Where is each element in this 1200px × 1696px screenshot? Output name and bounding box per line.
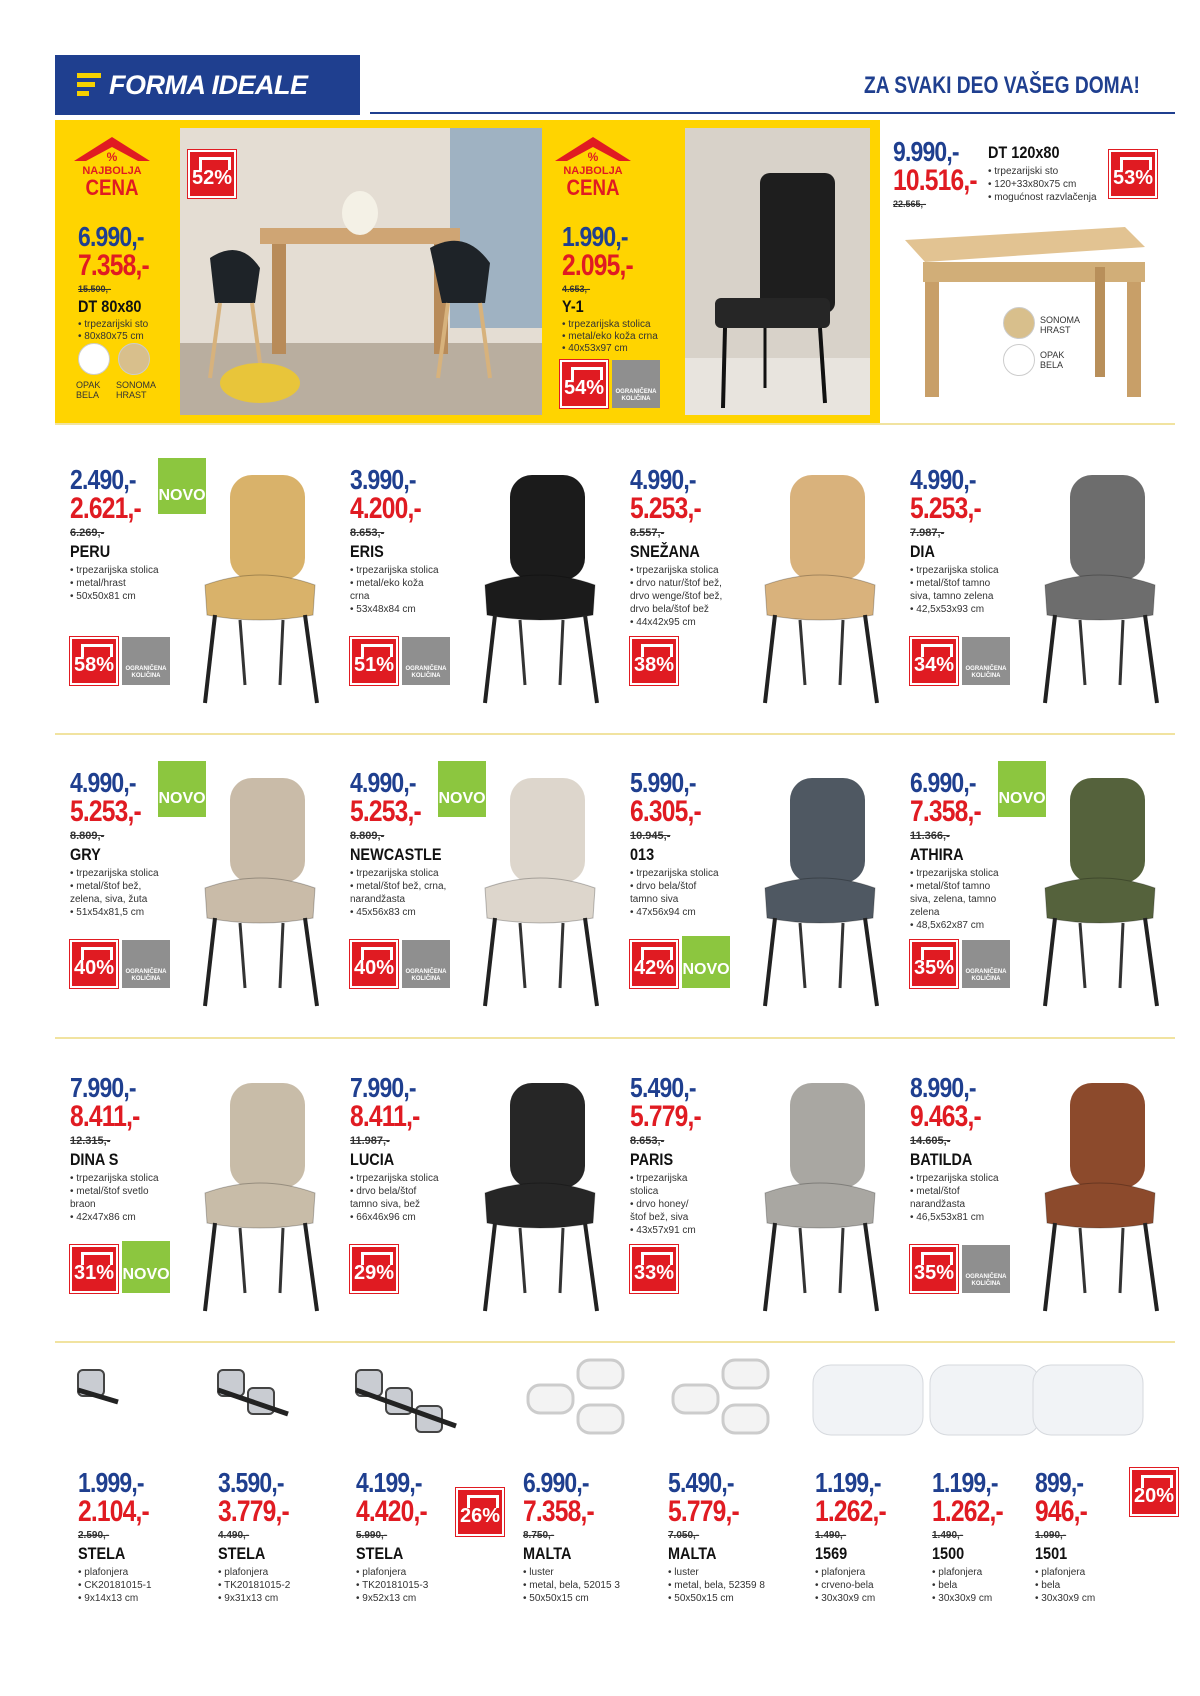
product-card[interactable]	[910, 1073, 1180, 1323]
desc-line: • trpezarijski sto	[78, 319, 149, 330]
price-old: 8.653,-	[350, 527, 385, 539]
desc-line: • 47x56x94 cm	[630, 907, 696, 918]
chair-illustration	[465, 1073, 615, 1318]
desc-line: zelena, siva, žuta	[70, 894, 148, 905]
new-badge: NOVO	[158, 761, 206, 817]
best-price-bottom: CENA	[85, 175, 139, 200]
price-old: 5.990,-	[356, 1530, 388, 1541]
desc-line: • bela	[932, 1580, 958, 1591]
chair-illustration	[745, 465, 895, 710]
desc-line: • metal/štof tamno	[910, 881, 991, 892]
price-old: 11.366,-	[910, 830, 950, 842]
price-old: 14.605,-	[910, 1135, 951, 1147]
svg-text:%: %	[587, 150, 599, 164]
price-primary: 5.490,-	[668, 1467, 734, 1498]
discount-badge: 20%	[1130, 1468, 1178, 1516]
price-secondary: 8.411,-	[70, 1100, 140, 1133]
price-primary: 8.990,-	[910, 1072, 976, 1103]
price-old: 8.809,-	[70, 830, 105, 842]
desc-line: • metal/hrast	[70, 578, 126, 589]
desc-line: • metal/štof tamno	[910, 578, 991, 589]
discount-badge: 34%	[910, 637, 958, 685]
black-chair-illustration	[685, 128, 870, 415]
product-card[interactable]	[70, 768, 340, 1018]
price-primary: 9.990,-	[893, 136, 959, 167]
discount-badge: 42%	[630, 940, 678, 988]
desc-line: braon	[70, 1199, 96, 1210]
product-card[interactable]	[910, 465, 1180, 715]
light-card[interactable]	[78, 1350, 218, 1630]
discount-badge: 58%	[70, 637, 118, 685]
product-card[interactable]	[910, 768, 1180, 1018]
swatch-oak[interactable]	[118, 343, 150, 375]
price-old: 1.090,-	[1035, 1530, 1067, 1541]
desc-line: • trpezarijski sto	[988, 166, 1059, 177]
desc-line: siva, tamno zelena	[910, 591, 994, 602]
desc-line: • 80x80x75 cm	[78, 331, 144, 342]
lamp-illustration	[68, 1350, 208, 1460]
price-primary: 7.990,-	[70, 1072, 136, 1103]
swatch-oak[interactable]	[1003, 307, 1035, 339]
swatch-white[interactable]	[1003, 344, 1035, 376]
desc-line: siva, zelena, tamno	[910, 894, 997, 905]
price-primary: 4.199,-	[356, 1467, 422, 1498]
desc-line: • plafonjera	[932, 1567, 983, 1578]
desc-line: crna	[350, 591, 370, 602]
discount-badge: 33%	[630, 1245, 678, 1293]
new-badge: NOVO	[438, 761, 486, 817]
price-secondary: 1.262,-	[815, 1495, 886, 1528]
row-separator	[55, 1341, 1175, 1343]
product-name: DT 120x80	[988, 143, 1060, 162]
desc-line: • metal/štof bež,	[70, 881, 142, 892]
desc-line: • bela	[1035, 1580, 1061, 1591]
product-card[interactable]	[350, 465, 620, 715]
price-old: 7.050,-	[668, 1530, 700, 1541]
desc-line: drvo wenge/štof bež,	[630, 591, 723, 602]
best-price-badge	[553, 135, 633, 199]
price-primary: 1.990,-	[562, 221, 628, 252]
discount-badge: 52%	[188, 150, 236, 198]
price-secondary: 3.779,-	[218, 1495, 289, 1528]
light-card[interactable]	[668, 1350, 808, 1630]
product-dt80[interactable]	[78, 222, 178, 343]
product-name: NEWCASTLE	[350, 845, 442, 864]
best-price-top: NAJBOLJA	[82, 165, 142, 177]
discount-badge: 51%	[350, 637, 398, 685]
price-primary: 1.199,-	[932, 1467, 998, 1498]
best-price-top: NAJBOLJA	[563, 165, 623, 177]
price-primary: 3.990,-	[350, 464, 416, 495]
desc-line: • 9x14x13 cm	[78, 1593, 139, 1604]
discount-badge: 35%	[910, 940, 958, 988]
chair-illustration	[1025, 768, 1175, 1013]
price-old: 7.987,-	[910, 527, 945, 539]
desc-line: • drvo honey/	[630, 1199, 689, 1210]
desc-line: • metal/štof	[910, 1186, 960, 1197]
desc-line: • 9x31x13 cm	[218, 1593, 279, 1604]
desc-line: • 30x30x9 cm	[932, 1593, 993, 1604]
new-badge: NOVO	[158, 458, 206, 514]
desc-line: • luster	[523, 1567, 554, 1578]
price-old: 11.987,-	[350, 1135, 390, 1147]
light-card[interactable]	[1035, 1350, 1175, 1630]
limited-quantity-badge: OGRANIČENA KOLIČINA	[122, 637, 170, 685]
swatch-white[interactable]	[78, 343, 110, 375]
product-name: DT 80x80	[78, 297, 142, 316]
price-primary: 4.990,-	[350, 767, 416, 798]
row-separator	[55, 423, 1175, 425]
product-name: 1500	[932, 1544, 965, 1563]
price-primary: 6.990,-	[910, 767, 976, 798]
product-name: ATHIRA	[910, 845, 964, 864]
desc-line: • 120+33x80x75 cm	[988, 179, 1077, 190]
price-secondary: 2.095,-	[562, 249, 633, 282]
price-old: 4.490,-	[218, 1530, 250, 1541]
price-secondary: 9.463,-	[910, 1100, 981, 1133]
limited-quantity-badge: OGRANIČENA KOLIČINA	[402, 940, 450, 988]
chair-illustration	[185, 465, 335, 710]
desc-line: tamno siva, bež	[350, 1199, 421, 1210]
chair-illustration	[745, 768, 895, 1013]
product-name: SNEŽANA	[630, 542, 700, 561]
discount-badge: 53%	[1109, 150, 1157, 198]
product-name: LUCIA	[350, 1150, 395, 1169]
desc-line: • CK20181015-1	[78, 1580, 152, 1591]
price-secondary: 5.253,-	[350, 795, 421, 828]
desc-line: • trpezarijska stolica	[350, 565, 439, 576]
desc-line: • TK20181015-2	[218, 1580, 291, 1591]
price-secondary: 2.104,-	[78, 1495, 149, 1528]
desc-line: narandžasta	[350, 894, 406, 905]
product-y1[interactable]	[562, 222, 682, 355]
new-badge: NOVO	[682, 936, 730, 988]
logo-icon	[77, 73, 101, 97]
desc-line: • trpezarijska stolica	[70, 868, 159, 879]
product-name: 1501	[1035, 1544, 1068, 1563]
price-primary: 5.990,-	[630, 767, 696, 798]
price-primary: 6.990,-	[523, 1467, 589, 1498]
price-secondary: 4.420,-	[356, 1495, 427, 1528]
desc-line: • drvo bela/štof	[350, 1186, 417, 1197]
best-price-badge	[72, 135, 152, 199]
price-secondary: 946,-	[1035, 1495, 1087, 1528]
discount-badge: 35%	[910, 1245, 958, 1293]
desc-line: štof bež, siva	[630, 1212, 689, 1223]
light-card[interactable]	[523, 1350, 663, 1630]
chair-illustration	[185, 768, 335, 1013]
price-primary: 899,-	[1035, 1467, 1084, 1498]
desc-line: • trpezarijska stolica	[910, 868, 999, 879]
price-old: 8.809,-	[350, 830, 385, 842]
brand-logo[interactable]	[55, 55, 360, 115]
desc-line: • 42,5x53x93 cm	[910, 604, 985, 615]
product-card[interactable]	[70, 465, 340, 715]
desc-line: • trpezarijska stolica	[350, 1173, 439, 1184]
product-card[interactable]	[350, 768, 620, 1018]
desc-line: • crveno-bela	[815, 1580, 874, 1591]
product-card[interactable]	[630, 465, 900, 715]
product-name: GRY	[70, 845, 101, 864]
price-old: 2.590,-	[78, 1530, 110, 1541]
price-secondary: 5.253,-	[630, 492, 701, 525]
svg-text:%: %	[106, 150, 118, 164]
desc-line: • 50x50x15 cm	[668, 1593, 734, 1604]
price-secondary: 5.253,-	[70, 795, 141, 828]
product-dt120[interactable]	[893, 137, 1003, 209]
desc-line: • metal/eko koža crna	[562, 331, 658, 342]
product-name: 1569	[815, 1544, 848, 1563]
chair-illustration	[1025, 1073, 1175, 1318]
desc-line: zelena	[910, 907, 940, 918]
desc-line: • TK20181015-3	[356, 1580, 429, 1591]
desc-line: • trpezarijska stolica	[350, 868, 439, 879]
desc-line: • metal/štof bež, crna,	[350, 881, 447, 892]
price-secondary: 7.358,-	[78, 249, 149, 282]
new-badge: NOVO	[998, 761, 1046, 817]
desc-line: • 40x53x97 cm	[562, 343, 628, 354]
swatch-label: SONOMA HRAST	[116, 380, 156, 400]
price-old: 4.653,-	[562, 284, 591, 294]
price-primary: 6.990,-	[78, 221, 144, 252]
product-name: PERU	[70, 542, 111, 561]
price-old: 8.653,-	[630, 1135, 665, 1147]
discount-badge: 40%	[350, 940, 398, 988]
product-name: 013	[630, 845, 655, 864]
discount-badge: 29%	[350, 1245, 398, 1293]
price-old: 15.500,-	[78, 284, 112, 294]
desc-line: • metal/eko koža	[350, 578, 424, 589]
chair-illustration	[465, 768, 615, 1013]
desc-line: • trpezarijska	[630, 1173, 688, 1184]
product-card[interactable]	[70, 1073, 340, 1323]
price-primary: 1.999,-	[78, 1467, 144, 1498]
discount-badge: 26%	[456, 1488, 504, 1536]
desc-line: • 66x46x96 cm	[350, 1212, 416, 1223]
product-name: PARIS	[630, 1150, 674, 1169]
discount-badge: 40%	[70, 940, 118, 988]
desc-line: • trpezarijska stolica	[70, 1173, 159, 1184]
price-secondary: 5.779,-	[668, 1495, 739, 1528]
price-primary: 7.990,-	[350, 1072, 416, 1103]
desc-line: • 44x42x95 cm	[630, 617, 696, 628]
product-card[interactable]	[630, 1073, 900, 1323]
limited-quantity-badge: OGRANIČENA KOLIČINA	[962, 940, 1010, 988]
desc-line: • plafonjera	[356, 1567, 407, 1578]
price-secondary: 8.411,-	[350, 1100, 420, 1133]
new-badge: NOVO	[122, 1241, 170, 1293]
price-primary: 3.590,-	[218, 1467, 284, 1498]
chair-illustration	[465, 465, 615, 710]
price-primary: 5.490,-	[630, 1072, 696, 1103]
desc-line: • 48,5x62x87 cm	[910, 920, 985, 931]
desc-line: • trpezarijska stolica	[910, 1173, 999, 1184]
tagline: ZA SVAKI DEO VAŠEG DOMA!	[864, 72, 1140, 99]
price-old: 8.557,-	[630, 527, 665, 539]
desc-line: • 42x47x86 cm	[70, 1212, 136, 1223]
price-primary: 1.199,-	[815, 1467, 881, 1498]
desc-line: stolica	[630, 1186, 659, 1197]
desc-line: drvo bela/štof bež	[630, 604, 709, 615]
price-old: 1.490,-	[932, 1530, 964, 1541]
desc-line: • 50x50x15 cm	[523, 1593, 589, 1604]
product-name: DINA S	[70, 1150, 119, 1169]
product-card[interactable]	[350, 1073, 620, 1323]
desc-line: • drvo natur/štof bež,	[630, 578, 722, 589]
price-secondary: 2.621,-	[70, 492, 141, 525]
limited-quantity-badge: OGRANIČENA KOLIČINA	[402, 637, 450, 685]
product-name: STELA	[78, 1544, 126, 1563]
desc-line: • plafonjera	[1035, 1567, 1086, 1578]
lamp-illustration	[513, 1350, 653, 1460]
desc-line: • trpezarijska stolica	[70, 565, 159, 576]
limited-quantity-badge: OGRANIČENA KOLIČINA	[962, 637, 1010, 685]
price-old: 22.565,-	[893, 199, 927, 209]
desc-line: • trpezarijska stolica	[630, 868, 719, 879]
desc-line: • trpezarijska stolica	[630, 565, 719, 576]
price-secondary: 6.305,-	[630, 795, 701, 828]
chair-illustration	[1025, 465, 1175, 710]
discount-badge: 38%	[630, 637, 678, 685]
price-secondary: 10.516,-	[893, 164, 977, 197]
price-secondary: 1.262,-	[932, 1495, 1003, 1528]
desc-line: • plafonjera	[218, 1567, 269, 1578]
price-old: 12.315,-	[70, 1135, 111, 1147]
desc-line: • trpezarijska stolica	[910, 565, 999, 576]
product-card[interactable]	[630, 768, 900, 1018]
discount-badge: 31%	[70, 1245, 118, 1293]
row-separator	[55, 1037, 1175, 1039]
row-separator	[55, 733, 1175, 735]
swatch-label: OPAK BELA	[76, 380, 101, 400]
limited-quantity-badge: OGRANIČENA KOLIČINA	[122, 940, 170, 988]
price-secondary: 7.358,-	[910, 795, 981, 828]
price-secondary: 5.253,-	[910, 492, 981, 525]
desc-line: • 50x50x81 cm	[70, 591, 136, 602]
price-primary: 4.990,-	[70, 767, 136, 798]
header-divider	[370, 112, 1175, 114]
price-primary: 4.990,-	[910, 464, 976, 495]
desc-line: • plafonjera	[78, 1567, 129, 1578]
best-price-bottom: CENA	[566, 175, 620, 200]
price-old: 1.490,-	[815, 1530, 847, 1541]
desc-line: • 30x30x9 cm	[815, 1593, 876, 1604]
lamp-illustration	[346, 1350, 486, 1460]
product-name: DIA	[910, 542, 935, 561]
house-roof-icon	[553, 135, 633, 165]
chair-illustration	[185, 1073, 335, 1318]
price-old: 8.750,-	[523, 1530, 555, 1541]
chair-illustration	[745, 1073, 895, 1318]
desc-line: narandžasta	[910, 1199, 966, 1210]
swatch-label: SONOMA HRAST	[1040, 315, 1080, 335]
price-primary: 4.990,-	[630, 464, 696, 495]
desc-line: • metal/štof svetlo	[70, 1186, 149, 1197]
desc-line: • luster	[668, 1567, 699, 1578]
price-old: 10.945,-	[630, 830, 671, 842]
desc-line: • metal, bela, 52359 8	[668, 1580, 765, 1591]
price-old: 6.269,-	[70, 527, 105, 539]
y1-room-photo	[685, 128, 870, 415]
dt120-info	[988, 140, 1108, 204]
lamp-illustration	[208, 1350, 348, 1460]
desc-line: • 46,5x53x81 cm	[910, 1212, 985, 1223]
product-name: MALTA	[523, 1544, 572, 1563]
desc-line: • 9x52x13 cm	[356, 1593, 417, 1604]
price-secondary: 4.200,-	[350, 492, 421, 525]
desc-line: tamno siva	[630, 894, 679, 905]
limited-quantity-badge: OGRANIČENA KOLIČINA	[612, 360, 660, 408]
desc-line: • plafonjera	[815, 1567, 866, 1578]
desc-line: • drvo bela/štof	[630, 881, 697, 892]
product-name: STELA	[218, 1544, 266, 1563]
desc-line: • 51x54x81,5 cm	[70, 907, 145, 918]
house-roof-icon	[72, 135, 152, 165]
desc-line: • 45x56x83 cm	[350, 907, 416, 918]
product-name: BATILDA	[910, 1150, 973, 1169]
product-name: Y-1	[562, 297, 584, 316]
light-card[interactable]	[356, 1350, 501, 1630]
limited-quantity-badge: OGRANIČENA KOLIČINA	[962, 1245, 1010, 1293]
brand-name: FORMA IDEALE	[109, 69, 308, 100]
price-secondary: 7.358,-	[523, 1495, 594, 1528]
desc-line: • mogućnost razvlačenja	[988, 192, 1097, 203]
price-primary: 2.490,-	[70, 464, 136, 495]
price-secondary: 5.779,-	[630, 1100, 701, 1133]
lamp-illustration	[658, 1350, 798, 1460]
product-name: STELA	[356, 1544, 404, 1563]
desc-line: • 43x57x91 cm	[630, 1225, 696, 1236]
product-name: MALTA	[668, 1544, 717, 1563]
desc-line: • metal, bela, 52015 3	[523, 1580, 620, 1591]
desc-line: • 30x30x9 cm	[1035, 1593, 1096, 1604]
desc-line: • trpezarijska stolica	[562, 319, 651, 330]
lamp-illustration	[1025, 1350, 1165, 1460]
discount-badge: 54%	[560, 360, 608, 408]
product-name: ERIS	[350, 542, 384, 561]
swatch-label: OPAK BELA	[1040, 350, 1065, 370]
desc-line: • 53x48x84 cm	[350, 604, 416, 615]
light-card[interactable]	[218, 1350, 358, 1630]
